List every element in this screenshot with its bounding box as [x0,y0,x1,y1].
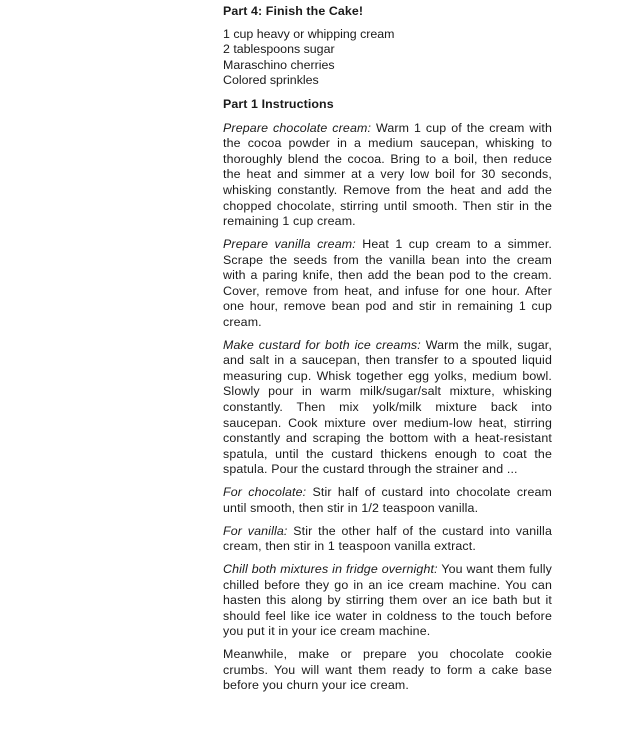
recipe-page [223,0,552,701]
step-lead: Chill both mixtures in fridge overnight: [223,561,438,576]
step-text: Warm the milk, sugar, and salt in a saucepan, then transfer to a spouted liquid measuring cup. Whisk together egg yolks, medium bowl. Slowly pour in warm milk/sugar/salt mixture, whisking constantly. Then mix yolk/milk mixture back into saucepan. Cook mixture over medium-low heat, stirring constantly and scraping the bottom with a heat-resistant spatula, until the custard thickens enough to coat the spatula. Pour the custard through the strainer and ... [223,337,552,477]
instruction-step [223,647,552,694]
ingredient-item: 1 cup heavy or whipping cream [223,26,395,41]
step-text: Stir half of custard into chocolate cream until smooth, then stir in 1/2 teaspoon vanilla. [223,485,552,515]
step-text: Meanwhile, make or prepare you chocolate cookie crumbs. You will want them ready to form a cake base before you churn your ice cream. [223,647,552,693]
ingredient-list [223,27,552,89]
step-lead: Make custard for both ice creams: [223,337,421,352]
instruction-step [223,524,552,555]
part4-heading: Part 4: Finish the Cake! [223,4,364,18]
step-lead: For vanilla: [223,523,288,538]
instruction-step [223,237,552,331]
step-lead: Prepare chocolate cream: [223,120,372,135]
step-text: Heat 1 cup cream to a simmer. Scrape the seeds from the vanilla bean into the cream with a paring knife, then add the bean pod to the cream. Cover, remove from heat, and infuse for one hour. After one hour, remove bean pod and stir in remaining 1 cup cream. [223,236,553,329]
instruction-step [223,121,552,230]
instruction-step [223,485,552,516]
step-lead: Prepare vanilla cream: [223,236,356,251]
step-text: Stir the other half of the custard into vanilla cream, then stir in 1 teaspoon vanilla extract. [223,523,552,554]
instruction-step [223,562,552,640]
ingredient-item: Maraschino cherries [223,57,335,72]
step-text: You want them fully chilled before they go in an ice cream machine. You can hasten this along by stirring them over an ice bath but it should feel like ice water in coldness to the touch before you put it in your ice cream machine. [223,561,552,639]
step-text: Warm 1 cup of the cream with the cocoa powder in a medium saucepan, whisking to thoroughly blend the cocoa. Bring to a boil, then reduce the heat and simmer at a very low boil for 30 seconds, whisking constantly. Remove from the heat and add the chopped chocolate, stirring until smooth. Then stir in the remaining 1 cup cream. [223,120,552,229]
part1-heading: Part 1 Instructions [223,96,334,111]
instruction-step [223,338,552,478]
ingredient-item: Colored sprinkles [223,73,319,88]
ingredient-item: 2 tablespoons sugar [223,42,335,57]
step-lead: For chocolate: [223,485,307,500]
